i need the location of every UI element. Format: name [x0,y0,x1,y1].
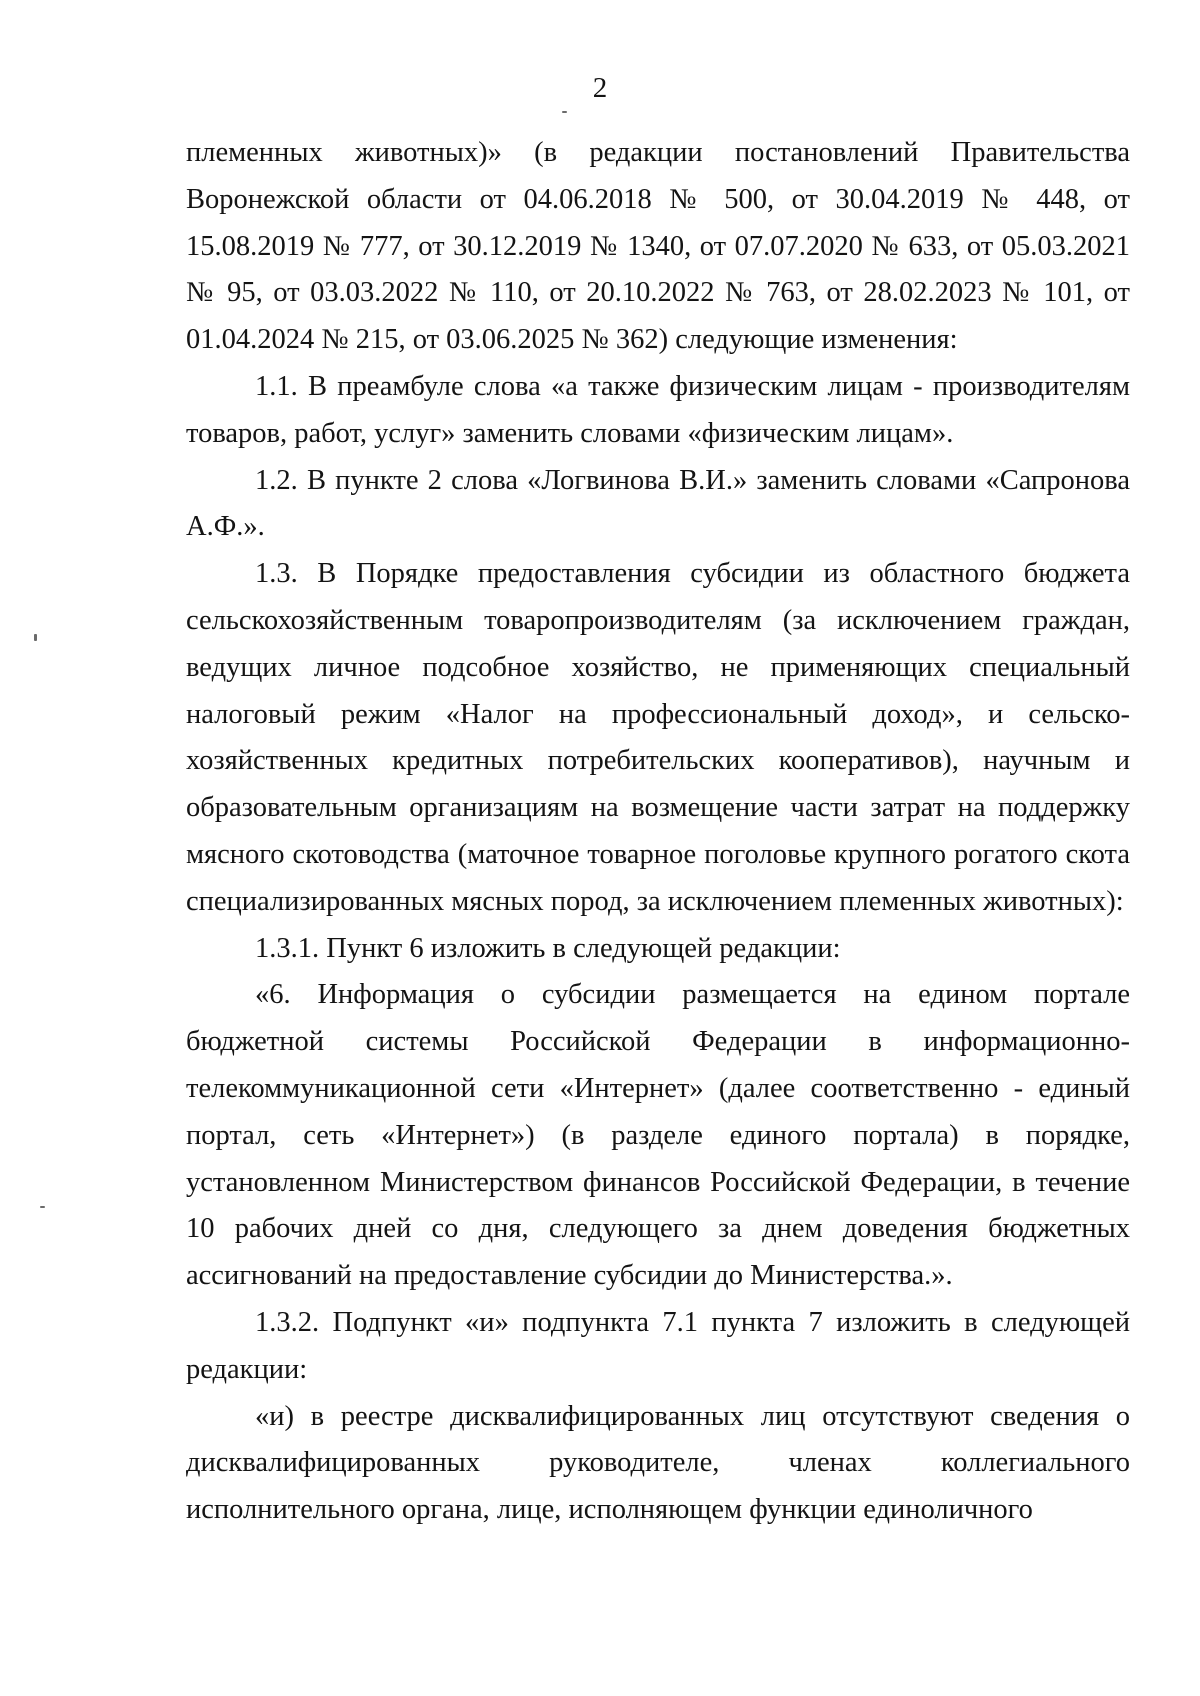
scan-speck [34,634,37,641]
paragraph-item-1-3: 1.3. В Порядке предоставления субсидии из областного бюджета сельскохозяйственным товаропроизводителям (за исключением граждан, ведущих личное подсобное хозяйство, не применяющих специальный налоговый режим «Налог на профессиональный доход», и сельско-хозяйственных кредитных потребительских кооперативов), научным и образовательным организациям на возмещение части затрат на поддержку мясного скотоводства (маточное товарное поголовье крупного рогатого скота специализированных мясных пород, за исключением племенных животных): [186,558,1130,917]
scan-speck [40,1206,45,1208]
paragraph-continuation: племенных животных)» (в редакции постановлений Правительства Воронежской области от 04.06.2018 № 500, от 30.04.2019 № 448, от 15.08.2019 № 777, от 30.12.2019 № 1340, от 07.07.2020 № 633, от 05.03.2021 № 95, от 03.03.2022 № 110, от 20.10.2022 № 763, от 28.02.2023 № 101, от 01.04.2024 № 215, от 03.06.2025 № 362) следующие изменения: [186,137,1130,356]
paragraph-item-1-3-2-quote: «и) в реестре дисквалифицированных лиц отсутствуют сведения о дисквалифицированных руководителе, членах коллегиального исполнительного органа, лице, исполняющем функции единоличного [186,1400,1130,1526]
document-body [186,130,1130,1534]
page-number: 2 [592,72,608,104]
scan-speck [562,111,567,113]
paragraph-item-1-1: 1.1. В преамбуле слова «а также физическим лицам - производителям товаров, работ, услуг» заменить словами «физическим лицам». [186,370,1130,449]
paragraph-item-1-2: 1.2. В пункте 2 слова «Логвинова В.И.» заменить словами «Сапронова А.Ф.». [186,464,1130,543]
paragraph-item-1-3-1-quote: «6. Информация о субсидии размещается на едином портале бюджетной системы Российской Федерации в информационно-телекоммуникационной сети «Интернет» (далее соответственно - единый портал, сеть «Интернет») (в разделе единого портала) в порядке, установленном Министерством финансов Российской Федерации, в течение 10 рабочих дней со дня, следующего за днем доведения бюджетных ассигнований на предоставление субсидии до Министерства.». [186,979,1130,1292]
paragraph-item-1-3-2: 1.3.2. Подпункт «и» подпункта 7.1 пункта 7 изложить в следующей редакции: [186,1306,1130,1385]
paragraph-item-1-3-1: 1.3.1. Пункт 6 изложить в следующей редакции: [255,932,841,964]
